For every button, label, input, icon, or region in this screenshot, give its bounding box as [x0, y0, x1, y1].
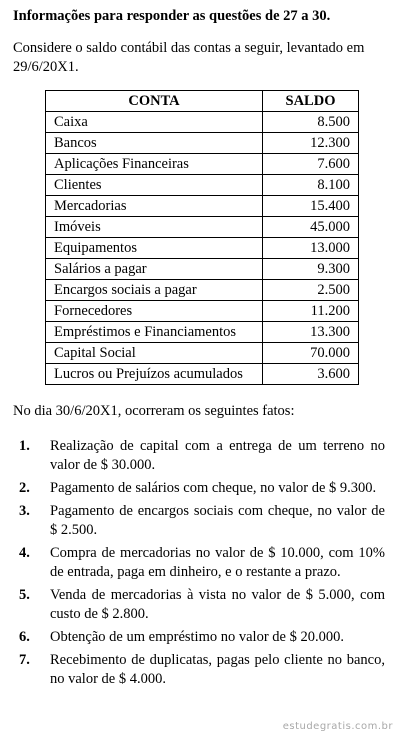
- watermark: estudegratis.com.br: [282, 721, 393, 732]
- cell-saldo: 11.200: [263, 301, 359, 322]
- list-item-number: 2.: [19, 480, 30, 496]
- table-row: [46, 112, 359, 133]
- facts-intro: No dia 30/6/20X1, ocorreram os seguintes fatos:: [13, 403, 295, 419]
- table-row: [46, 238, 359, 259]
- list-item: [13, 479, 385, 498]
- table-row: [46, 364, 359, 385]
- list-item-text: Pagamento de encargos sociais com cheque, no valor de $ 2.500.: [50, 503, 385, 538]
- cell-conta: Mercadorias: [46, 196, 263, 217]
- list-item: [13, 544, 385, 582]
- cell-conta: Salários a pagar: [46, 259, 263, 280]
- cell-saldo: 13.300: [263, 322, 359, 343]
- list-item-text: Venda de mercadorias à vista no valor de $ 5.000, com custo de $ 2.800.: [50, 587, 385, 622]
- list-item: [13, 502, 385, 540]
- cell-saldo: 70.000: [263, 343, 359, 364]
- list-item: [13, 651, 385, 689]
- cell-saldo: 7.600: [263, 154, 359, 175]
- page-title: Informações para responder as questões de 27 a 30.: [13, 8, 331, 24]
- cell-saldo: 45.000: [263, 217, 359, 238]
- table-row: [46, 301, 359, 322]
- list-item-text: Realização de capital com a entrega de um terreno no valor de $ 30.000.: [50, 438, 385, 473]
- list-item-text: Pagamento de salários com cheque, no valor de $ 9.300.: [50, 480, 377, 496]
- facts-list: [13, 437, 385, 693]
- column-header-saldo: SALDO: [263, 91, 359, 112]
- list-item: [13, 628, 385, 647]
- table-header-row: [46, 91, 359, 112]
- list-item-number: 6.: [19, 629, 30, 645]
- table-row: [46, 133, 359, 154]
- list-item-number: 1.: [19, 438, 30, 454]
- balance-table: [45, 90, 359, 385]
- cell-saldo: 8.500: [263, 112, 359, 133]
- list-item: [13, 586, 385, 624]
- table-row: [46, 217, 359, 238]
- cell-saldo: 8.100: [263, 175, 359, 196]
- list-item-number: 5.: [19, 587, 30, 603]
- list-item-number: 3.: [19, 503, 30, 519]
- table-row: [46, 154, 359, 175]
- table-row: [46, 343, 359, 364]
- list-item: [13, 437, 385, 475]
- cell-saldo: 12.300: [263, 133, 359, 154]
- list-item-number: 4.: [19, 545, 30, 561]
- cell-saldo: 2.500: [263, 280, 359, 301]
- cell-saldo: 3.600: [263, 364, 359, 385]
- cell-conta: Empréstimos e Financiamentos: [46, 322, 263, 343]
- table-row: [46, 196, 359, 217]
- cell-conta: Aplicações Financeiras: [46, 154, 263, 175]
- table-row: [46, 175, 359, 196]
- cell-saldo: 9.300: [263, 259, 359, 280]
- cell-saldo: 15.400: [263, 196, 359, 217]
- cell-conta: Capital Social: [46, 343, 263, 364]
- cell-conta: Equipamentos: [46, 238, 263, 259]
- table-body: [46, 112, 359, 385]
- table-row: [46, 259, 359, 280]
- list-item-text: Recebimento de duplicatas, pagas pelo cliente no banco, no valor de $ 4.000.: [50, 652, 385, 687]
- column-header-conta: CONTA: [46, 91, 263, 112]
- table-row: [46, 322, 359, 343]
- cell-conta: Encargos sociais a pagar: [46, 280, 263, 301]
- cell-conta: Caixa: [46, 112, 263, 133]
- intro-paragraph: Considere o saldo contábil das contas a seguir, levantado em 29/6/20X1.: [13, 40, 365, 75]
- cell-conta: Fornecedores: [46, 301, 263, 322]
- list-item-text: Obtenção de um empréstimo no valor de $ 20.000.: [50, 629, 344, 645]
- list-item-text: Compra de mercadorias no valor de $ 10.000, com 10% de entrada, paga em dinheiro, e o restante a prazo.: [50, 545, 385, 580]
- cell-conta: Lucros ou Prejuízos acumulados: [46, 364, 263, 385]
- table-row: [46, 280, 359, 301]
- cell-conta: Bancos: [46, 133, 263, 154]
- cell-conta: Imóveis: [46, 217, 263, 238]
- cell-saldo: 13.000: [263, 238, 359, 259]
- cell-conta: Clientes: [46, 175, 263, 196]
- list-item-number: 7.: [19, 652, 30, 668]
